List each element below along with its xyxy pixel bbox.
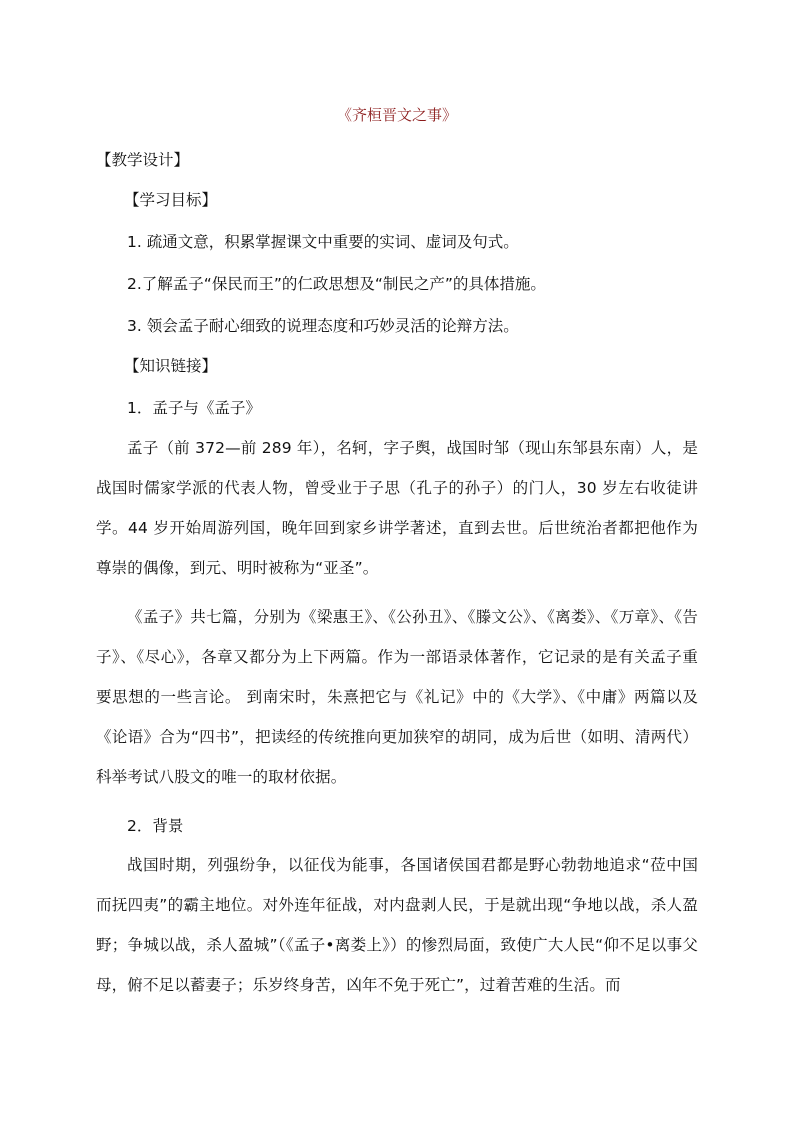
subheading-background: 2．背景 — [127, 817, 184, 835]
paragraph-mencius-book: 《孟子》共七篇，分别为《梁惠王》、《公孙丑》、《滕文公》、《离娄》、《万章》、《告子》、《尽心》，各章又都分为上下两篇。作为一部语录体著作，它记录的是有关孟子重要思想的一些言论。 到南宋时，朱熹把它与《礼记》中的《大学》、《中庸》两篇以及《论语》合为“四书”，把读经的传统推向更加狭窄的胡同，成为后世（如明、清两代）科举考试八股文的唯一的取材依据。 — [96, 608, 698, 786]
objective-item-1: 1. 疏通文意，积累掌握课文中重要的实词、虚词及句式。 — [127, 233, 519, 251]
paragraph-background: 战国时期，列强纷争，以征伐为能事，各国诸侯国君都是野心勃勃地追求“莅中国而抚四夷”的霸主地位。对外连年征战，对内盘剥人民，于是就出现“争地以战，杀人盈野；争城以战，杀人盈城”（《孟子•离娄上》）的惨烈局面，致使广大人民“仰不足以事父母，俯不足以蓄妻子；乐岁终身苦，凶年不免于死亡”，过着苦难的生活。而 — [96, 856, 698, 994]
objective-item-2: 2.了解孟子“保民而王”的仁政思想及“制民之产”的具体措施。 — [127, 275, 546, 293]
paragraph-mencius-biography: 孟子（前 372—前 289 年），名轲，字子舆，战国时邹（现山东邹县东南）人，是战国时儒家学派的代表人物，曾受业于子思（孔子的孙子）的门人，30 岁左右收徒讲学。44 岁开始周游列国，晚年回到家乡讲学著述，直到去世。后世统治者都把他作为尊崇的偶像，到元、明时被称为“亚圣”。 — [96, 439, 698, 577]
knowledge-heading: 【知识链接】 — [124, 357, 218, 375]
objective-item-3: 3. 领会孟子耐心细致的说理态度和巧妙灵活的论辩方法。 — [127, 317, 519, 335]
objectives-heading: 【学习目标】 — [124, 191, 218, 209]
subheading-mencius: 1．孟子与《孟子》 — [127, 399, 261, 417]
section-heading-teaching-design: 【教学设计】 — [96, 151, 190, 169]
document-title: 《齐桓晋文之事》 — [336, 106, 457, 124]
